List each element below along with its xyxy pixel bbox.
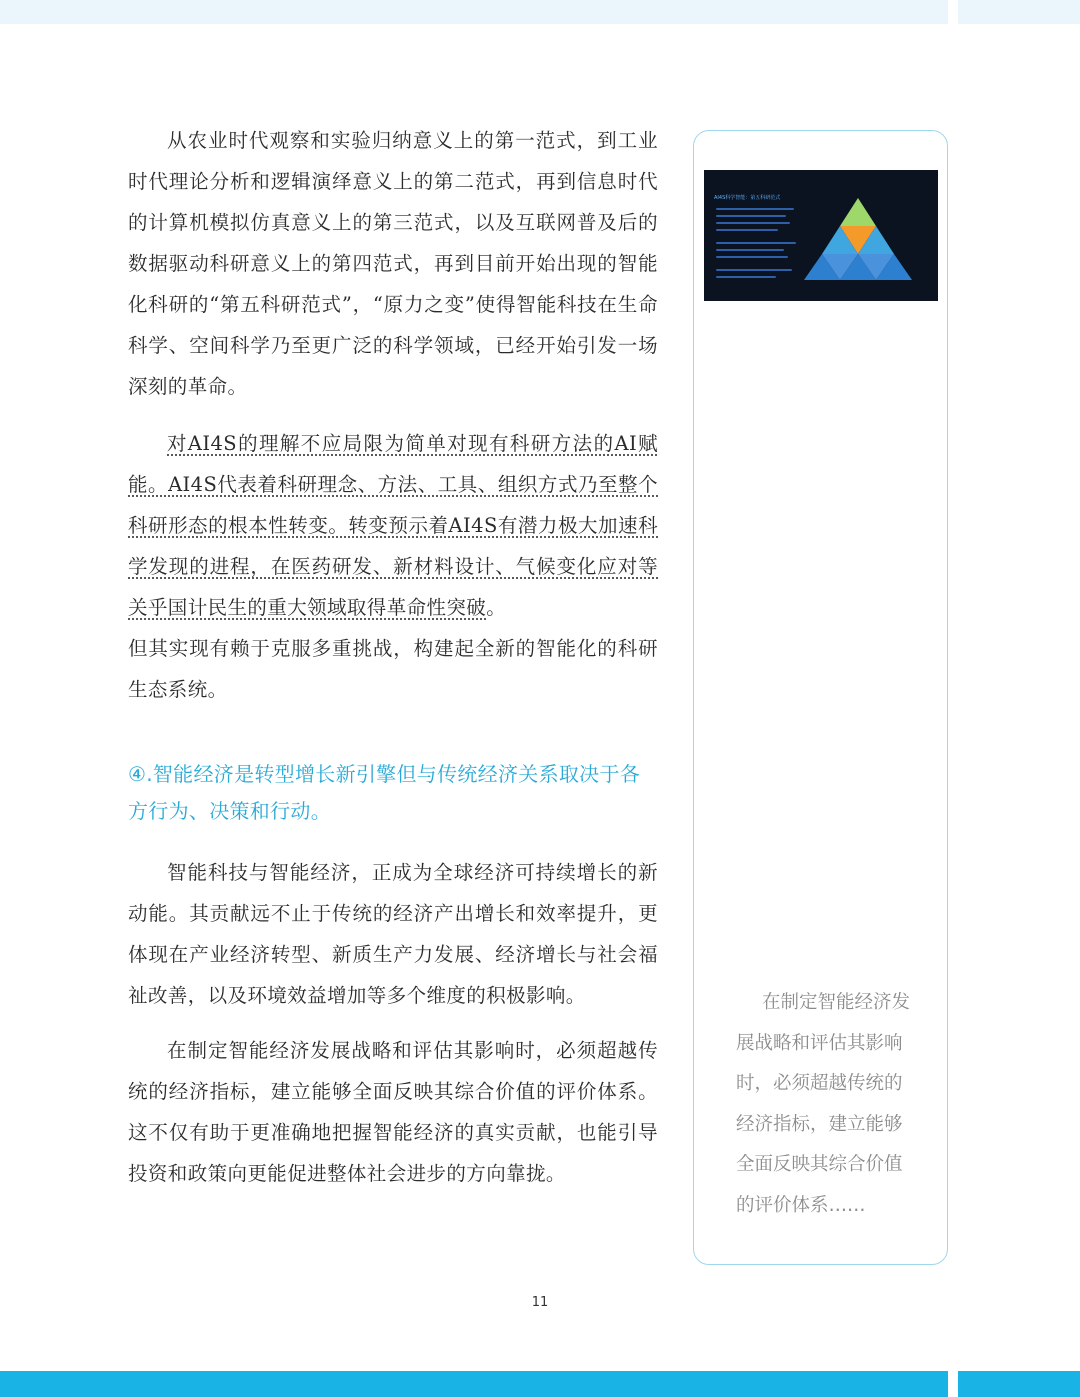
pyramid-graphic: [796, 194, 920, 284]
paragraph-5: 在制定智能经济发展战略和评估其影响时，必须超越传统的经济指标，建立能够全面反映其综合价值的评价体系。这不仅有助于更准确地把握智能经济的真实贡献，也能引导投资和政策向更能促进整体社会进步的方向靠拢。: [128, 1039, 658, 1185]
paragraph-2: [128, 423, 658, 628]
slide-title: AI4S科学智能：第五科研范式: [714, 195, 781, 201]
slide-text-line: [716, 222, 790, 224]
paragraph-2-end: 。: [486, 596, 507, 619]
bottom-band: [0, 1371, 948, 1397]
paragraph-4: 智能科技与智能经济，正成为全球经济可持续增长的新动能。其贡献远不止于传统的经济产出增长和效率提升，更体现在产业经济转型、新质生产力发展、经济增长与社会福祉改善，以及环境效益增加等多个维度的积极影响。: [128, 861, 658, 1007]
slide-text-line: [716, 276, 776, 278]
paragraph-1: 从农业时代观察和实验归纳意义上的第一范式，到工业时代理论分析和逻辑演绎意义上的第二范式，再到信息时代的计算机模拟仿真意义上的第三范式，以及互联网普及后的数据驱动科研意义上的第四范式，再到目前开始出现的智能化科研的“第五科研范式”，“原力之变”使得智能科技在生命科学、空间科学乃至更广泛的科学领域，已经开始引发一场深刻的革命。: [128, 129, 658, 398]
slide-text-line: [716, 256, 788, 258]
slide-text-line: [716, 249, 784, 251]
underlined-text: 对AI4S的理解不应局限为简单对现有科研方法的AI赋能。AI4S代表着科研理念、方法、工具、组织方式乃至整个科研形态的根本性转变。转变预示着AI4S有潜力极大加速科学发现的进程，在医药研发、新材料设计、气候变化应对等关乎国计民生的重大领域取得革命性突破: [128, 432, 658, 619]
slide-text-line: [716, 229, 778, 231]
slide-text-line: [716, 242, 796, 244]
sidebar-box: [693, 130, 948, 1265]
section-heading: ④.智能经济是转型增长新引擎但与传统经济关系取决于各方行为、决策和行动。: [128, 762, 641, 823]
slide-text-line: [716, 215, 786, 217]
bottom-band-right: [958, 1371, 1080, 1397]
main-text: [128, 120, 658, 1194]
paragraph-3: 但其实现有赖于克服多重挑战，构建起全新的智能化的科研生态系统。: [128, 637, 658, 701]
slide-text-line: [716, 269, 792, 271]
page-number: 11: [531, 1295, 549, 1310]
top-band: [0, 0, 948, 24]
pull-quote: 在制定智能经济发展战略和评估其影响时，必须超越传统的经济指标，建立能够全面反映其综合价值的评价体系……: [736, 992, 911, 1216]
slide-text-line: [716, 208, 794, 210]
slide-thumbnail: [704, 170, 938, 301]
top-band-right: [958, 0, 1080, 24]
